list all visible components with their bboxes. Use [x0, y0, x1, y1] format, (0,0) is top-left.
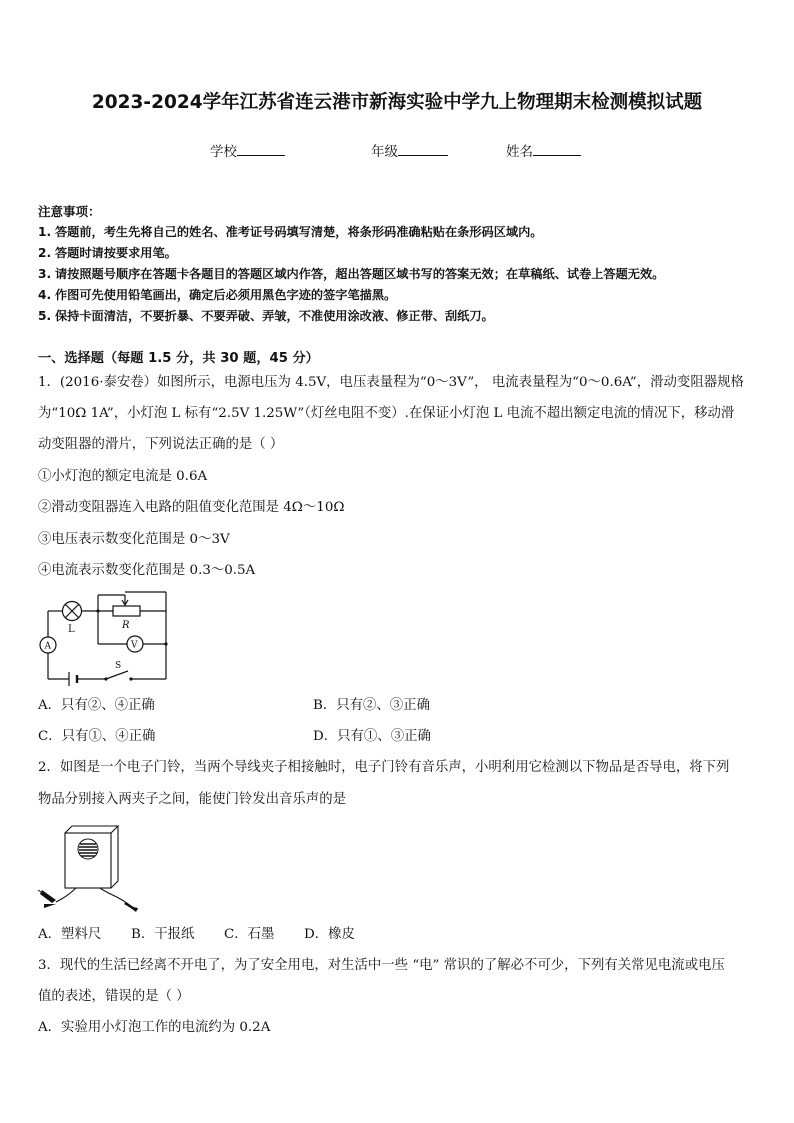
- right-clip-icon: [124, 902, 138, 912]
- q1-stem-line-1: 1．(2016·泰安卷）如图所示，电源电压为 4.5V，电压表量程为“0～3V”， 电流表量程为“0～0.6A”，滑动变阻器规格: [38, 375, 744, 390]
- doorbell-illustration: [38, 824, 142, 912]
- grade-field: [371, 140, 448, 160]
- school-label: 学校: [210, 144, 237, 160]
- q3-stem-line-1: 3．现代的生活已经离不开电了，为了安全用电，对生活中一些 “电” 常识的了解必不可少，下列有关常见电流或电压: [38, 958, 725, 973]
- note-item: 1. 答题前，考生先将自己的姓名、准考证号码填写清楚，将条形码准确粘贴在条形码区域内。: [38, 225, 543, 239]
- q1-statement-4: ④电流表示数变化范围是 0.3～0.5A: [38, 563, 256, 578]
- note-item: 4. 作图可先使用铅笔画出，确定后必须用黑色字迹的签字笔描黑。: [38, 288, 397, 302]
- q1-statement-3: ③电压表示数变化范围是 0～3V: [38, 532, 230, 547]
- q2-option-d: D．橡皮: [304, 927, 355, 942]
- school-field: [210, 140, 285, 160]
- ammeter-label: A: [44, 641, 51, 652]
- q1-statement-2: ②滑动变阻器连入电路的阻值变化范围是 4Ω～10Ω: [38, 500, 345, 515]
- q3-stem-line-2: 值的表述，错误的是（ ）: [38, 989, 190, 1004]
- q1-option-a: A．只有②、④正确: [38, 698, 155, 713]
- resistor-label: R: [122, 620, 130, 631]
- q1-option-d: D．只有①、③正确: [313, 729, 431, 744]
- name-field: [506, 140, 581, 160]
- q2-option-c: C．石墨: [224, 927, 275, 942]
- q1-stem-line-3: 动变阻器的滑片，下列说法正确的是（ ）: [38, 437, 284, 452]
- q2-stem-line-1: 2．如图是一个电子门铃，当两个导线夹子相接触时，电子门铃有音乐声，小明利用它检测以下物品是否导电，将下列: [38, 760, 730, 775]
- q1-option-b: B．只有②、③正确: [313, 698, 430, 713]
- name-blank: [533, 143, 581, 156]
- notes-title: 注意事项：: [38, 204, 101, 219]
- left-clip-icon: [38, 890, 56, 908]
- q1-statement-1: ①小灯泡的额定电流是 0.6A: [38, 469, 208, 484]
- name-label: 姓名: [506, 144, 533, 160]
- note-item: 5. 保持卡面清洁，不要折暴、不要弄破、弄皱，不准使用涂改液、修正带、刮纸刀。: [38, 309, 494, 323]
- switch-label: S: [115, 661, 122, 671]
- q3-option-a: A．实验用小灯泡工作的电流约为 0.2A: [38, 1020, 271, 1035]
- notes-section: [38, 203, 778, 329]
- voltmeter-label: V: [131, 640, 138, 651]
- note-item: 2. 答题时请按要求用笔。: [38, 246, 177, 260]
- note-item: 3. 请按照题号顺序在答题卡各题目的答题区域内作答，超出答题区域书写的答案无效；在草稿纸、试卷上答题无效。: [38, 267, 665, 281]
- q2-option-a: A．塑料尺: [38, 927, 102, 942]
- circuit-diagram: [36, 590, 176, 686]
- speaker-grille-icon: [78, 839, 98, 859]
- lamp-label: L: [68, 624, 75, 635]
- q1-option-c: C．只有①、④正确: [38, 729, 156, 744]
- q2-option-b: B．干报纸: [131, 927, 195, 942]
- grade-label: 年级: [371, 144, 398, 160]
- q2-stem-line-2: 物品分别接入两夹子之间，能使门铃发出音乐声的是: [38, 792, 346, 807]
- school-blank: [237, 143, 285, 156]
- exam-title: 2023-2024学年江苏省连云港市新海实验中学九上物理期末检测模拟试题: [91, 92, 703, 113]
- section-heading: 一、选择题（每题 1.5 分，共 30 题，45 分）: [38, 351, 319, 366]
- grade-blank: [398, 143, 448, 156]
- student-info-row: [0, 140, 794, 160]
- q1-stem-line-2: 为“10Ω 1A”，小灯泡 L 标有“2.5V 1.25W”（灯丝电阻不变）.在保证小灯泡 L 电流不超出额定电流的情况下，移动滑: [38, 406, 735, 421]
